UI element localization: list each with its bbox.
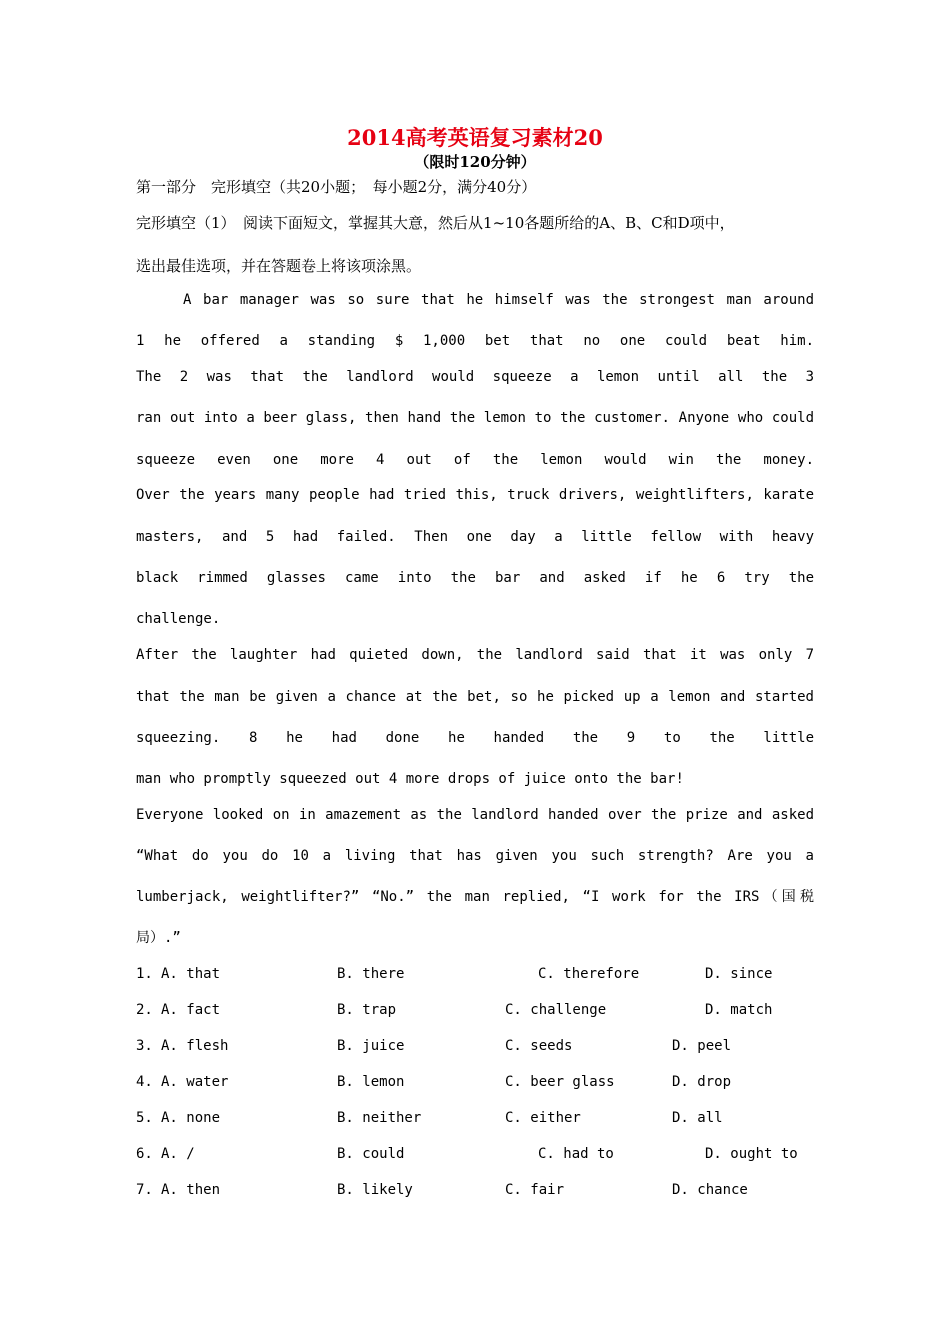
passage-line: man who promptly squeezed out 4 more drops of juice onto the bar!: [136, 771, 684, 787]
option-d: D. chance: [672, 1182, 748, 1198]
option-b: B. there: [337, 966, 405, 982]
option-c: C. fair: [505, 1182, 565, 1198]
option-c: C. seeds: [505, 1038, 573, 1054]
option-d: D. drop: [672, 1074, 732, 1090]
option-c: C. challenge: [505, 1002, 607, 1018]
option-a: A. water: [161, 1074, 229, 1090]
instruction-line: 完形填空（1） 阅读下面短文，掌握其大意，然后从1~10各题所给的A、B、C和D项中，: [136, 214, 735, 232]
option-a: A. that: [161, 966, 221, 982]
passage-line: squeezing. 8 he had done he handed the 9 to the little: [136, 730, 814, 746]
question-number: 1.: [136, 966, 153, 982]
option-a: A. none: [161, 1110, 221, 1126]
option-d: D. ought to: [705, 1146, 798, 1162]
passage-line: lumberjack, weightlifter?” “No.” the man replied, “I work for the IRS（国税: [136, 889, 814, 905]
option-b: B. lemon: [337, 1074, 405, 1090]
passage-line: “What do you do 10 a living that has given you such strength? Are you a: [136, 848, 814, 864]
time-limit-subtitle: （限时120分钟）: [414, 153, 536, 171]
option-c: C. had to: [538, 1146, 614, 1162]
passage-line: Over the years many people had tried this, truck drivers, weightlifters, karate: [136, 487, 814, 503]
option-d: D. all: [672, 1110, 723, 1126]
option-d: D. since: [705, 966, 773, 982]
option-d: D. match: [705, 1002, 773, 1018]
question-number: 6.: [136, 1146, 153, 1162]
passage-line: squeeze even one more 4 out of the lemon would win the money.: [136, 452, 814, 468]
passage-line: The 2 was that the landlord would squeeze a lemon until all the 3: [136, 369, 814, 385]
option-c: C. beer glass: [505, 1074, 615, 1090]
instruction-line: 选出最佳选项，并在答题卷上将该项涂黑。: [136, 257, 422, 275]
passage-line: that the man be given a chance at the bet, so he picked up a lemon and started: [136, 689, 814, 705]
question-number: 2.: [136, 1002, 153, 1018]
passage-line: ran out into a beer glass, then hand the lemon to the customer. Anyone who could: [136, 410, 814, 426]
option-a: A. then: [161, 1182, 221, 1198]
option-a: A. fact: [161, 1002, 221, 1018]
passage-line: 1 he offered a standing $ 1,000 bet that no one could beat him.: [136, 333, 814, 349]
document-title: 2014高考英语复习素材20: [347, 125, 603, 150]
option-b: B. trap: [337, 1002, 397, 1018]
passage-line: A bar manager was so sure that he himself was the strongest man around: [183, 292, 814, 308]
question-number: 4.: [136, 1074, 153, 1090]
section-heading: 第一部分 完形填空（共20小题； 每小题2分，满分40分）: [136, 178, 537, 196]
question-number: 3.: [136, 1038, 153, 1054]
option-a: A. /: [161, 1146, 195, 1162]
question-number: 5.: [136, 1110, 153, 1126]
option-b: B. neither: [337, 1110, 422, 1126]
passage-line: masters, and 5 had failed. Then one day a little fellow with heavy: [136, 529, 814, 545]
passage-line: challenge.: [136, 611, 221, 627]
passage-line: Everyone looked on in amazement as the landlord handed over the prize and asked: [136, 807, 814, 823]
passage-line: After the laughter had quieted down, the landlord said that it was only 7: [136, 647, 814, 663]
option-b: B. likely: [337, 1182, 413, 1198]
option-c: C. therefore: [538, 966, 640, 982]
option-c: C. either: [505, 1110, 581, 1126]
option-a: A. flesh: [161, 1038, 229, 1054]
passage-line: 局）.”: [136, 930, 181, 946]
passage-line: black rimmed glasses came into the bar and asked if he 6 try the: [136, 570, 814, 586]
question-number: 7.: [136, 1182, 153, 1198]
option-b: B. juice: [337, 1038, 405, 1054]
option-b: B. could: [337, 1146, 405, 1162]
option-d: D. peel: [672, 1038, 732, 1054]
